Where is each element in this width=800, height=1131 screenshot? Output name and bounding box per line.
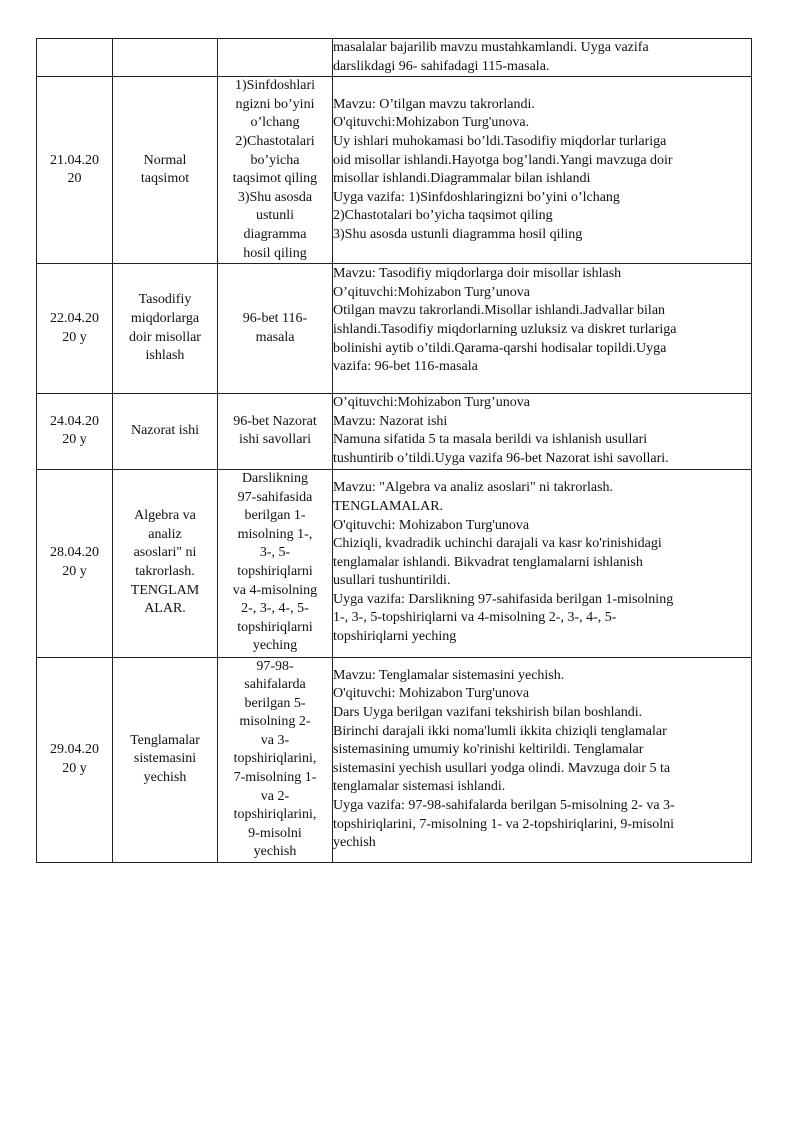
description-line: Namuna sifatida 5 ta masala berildi va ishlanish usullari <box>333 432 648 448</box>
description-cell <box>333 77 752 264</box>
topic-text: Normal taqsimot <box>140 152 190 187</box>
description-line: bolinishi aytib o’tildi.Qarama-qarshi hodisalar topildi.Uyga <box>333 340 667 356</box>
description-line: Uy ishlari muhokamasi bo’ldi.Tasodifiy miqdorlar turlariga <box>333 133 667 149</box>
homework-cell <box>218 469 333 657</box>
description-line: O'qituvchi: Mohizabon Turg'unova <box>333 517 530 533</box>
date-text: 22.04.20 20 y <box>50 311 99 345</box>
date-cell <box>37 657 113 863</box>
description-line: O’qituvchi:Mohizabon Turg’unova <box>333 284 530 300</box>
description-line: Chiziqli, kvadradik uchinchi darajali va kasr ko'rinishidagi <box>333 536 662 552</box>
table-row <box>37 77 752 264</box>
lesson-journal-table <box>36 38 752 863</box>
description-line: Dars Uyga berilgan vazifani tekshirish bilan boshlandi. <box>333 704 643 720</box>
description-line: 2)Chastotalari bo’yicha taqsimot qiling <box>333 208 553 224</box>
description-line: Uyga vazifa: Darslikning 97-sahifasida berilgan 1-misolning <box>333 591 674 607</box>
description-line: yechish <box>333 835 376 851</box>
description-line: Uyga vazifa: 97-98-sahifalarda berilgan 5-misolning 2- va 3- <box>333 797 675 813</box>
description-line: Mavzu: "Algebra va analiz asoslari" ni takrorlash. <box>333 480 614 496</box>
description-line: Mavzu: O’tilgan mavzu takrorlandi. <box>333 96 535 112</box>
homework-text: Darslikning 97-sahifasida berilgan 1- misolning 1-, 3-, 5- topshiriqlarni va 4-misolning 2-, 3-, 4-, 5- topshiriqlarni yeching <box>232 471 318 654</box>
description-line: masalalar bajarilib mavzu mustahkamlandi. Uyga vazifa <box>333 40 649 55</box>
table-row <box>37 264 752 394</box>
date-text: 24.04.20 20 y <box>50 413 99 448</box>
table-row <box>37 657 752 863</box>
description-line: ishlandi.Tasodifiy miqdorlarning uzluksiz va diskret turlariga <box>333 321 677 337</box>
date-cell <box>37 77 113 264</box>
description-line: topshiriqlarini, 7-misolning 1- va 2-topshiriqlarini, 9-misolni <box>333 816 675 832</box>
description-line: tenglamalar ishlandi. Bikvadrat tenglamalarni ishlanish <box>333 554 643 570</box>
topic-cell <box>113 469 218 657</box>
description-line: topshiriqlarni yeching <box>333 629 457 645</box>
homework-text: 96-bet Nazorat ishi savollari <box>233 413 317 448</box>
description-line: O’qituvchi:Mohizabon Turg’unova <box>333 395 530 411</box>
description-cell <box>333 264 752 394</box>
table-row <box>37 394 752 469</box>
description-line: oid misollar ishlandi.Hayotga bog’landi.Yangi mavzuga doir <box>333 152 673 168</box>
homework-cell <box>218 394 333 469</box>
date-text: 28.04.20 20 y <box>50 545 99 579</box>
table-row <box>37 469 752 657</box>
date-cell <box>37 39 113 77</box>
topic-text: Tenglamalar sistemasini yechish <box>130 732 200 786</box>
description-line: Birinchi darajali ikki noma'lumli ikkita chiziqli tenglamalar <box>333 723 667 739</box>
description-line: Uyga vazifa: 1)Sinfdoshlaringizni bo’yini o’lchang <box>333 189 620 205</box>
description-line: tushuntirib o’tildi.Uyga vazifa 96-bet Nazorat ishi savollari. <box>333 450 669 466</box>
description-line: O'qituvchi: Mohizabon Turg'unova <box>333 686 530 702</box>
homework-text: 96-bet 116- masala <box>242 311 308 345</box>
table-body <box>37 39 752 863</box>
description-line: Mavzu: Tenglamalar sistemasini yechish. <box>333 667 565 683</box>
topic-cell <box>113 394 218 469</box>
description-line: Otilgan mavzu takrorlandi.Misollar ishlandi.Jadvallar bilan <box>333 303 666 319</box>
date-text: 29.04.20 20 y <box>50 742 99 776</box>
description-cell <box>333 39 752 77</box>
homework-text: 1)Sinfdoshlari ngizni bo’yini o’lchang 2)Chastotalari bo’yicha taqsimot qiling 3)Shu asosda ustunli diagramma hosil qiling <box>232 78 318 261</box>
description-line: misollar ishlandi.Diagrammalar bilan ishlandi <box>333 171 591 187</box>
homework-text: 97-98- sahifalarda berilgan 5- misolning 2- va 3- topshiriqlarini, 7-misolning 1- va 2- topshiriqlarini, 9-misolni yechish <box>233 658 317 860</box>
topic-text: Algebra va analiz asoslari" ni takrorlash. TENGLAM ALAR. <box>130 508 200 617</box>
description-line: usullari tushuntirildi. <box>333 573 451 589</box>
description-line: 3)Shu asosda ustunli diagramma hosil qiling <box>333 226 583 242</box>
description-line: sistemasining umumiy ko'rinishi keltirildi. Tenglamalar <box>333 742 644 758</box>
date-cell <box>37 264 113 394</box>
topic-cell <box>113 77 218 264</box>
topic-text: Tasodifiy miqdorlarga doir misollar ishlash <box>129 292 201 364</box>
date-text: 21.04.20 20 <box>50 152 99 187</box>
description-line: Mavzu: Tasodifiy miqdorlarga doir misollar ishlash <box>333 266 622 282</box>
description-line: darslikdagi 96- sahifadagi 115-masala. <box>333 58 550 74</box>
description-line: Mavzu: Nazorat ishi <box>333 413 448 429</box>
topic-text: Nazorat ishi <box>130 423 200 439</box>
homework-cell <box>218 39 333 77</box>
description-line: TENGLAMALAR. <box>333 498 444 514</box>
description-cell <box>333 469 752 657</box>
topic-cell <box>113 657 218 863</box>
description-cell <box>333 394 752 469</box>
homework-cell <box>218 77 333 264</box>
description-line: sistemasini yechish usullari yodga olindi. Mavzuga doir 5 ta <box>333 760 671 776</box>
description-cell <box>333 657 752 863</box>
date-cell <box>37 394 113 469</box>
description-line: vazifa: 96-bet 116-masala <box>333 359 478 375</box>
date-cell <box>37 469 113 657</box>
table-row <box>37 39 752 77</box>
description-line: 1-, 3-, 5-topshiriqlarni va 4-misolning 2-, 3-, 4-, 5- <box>333 610 617 626</box>
topic-cell <box>113 39 218 77</box>
description-line: tenglamalar sistemasi ishlandi. <box>333 779 506 795</box>
homework-cell <box>218 264 333 394</box>
topic-cell <box>113 264 218 394</box>
homework-cell <box>218 657 333 863</box>
description-line: O'qituvchi:Mohizabon Turg'unova. <box>333 115 530 131</box>
